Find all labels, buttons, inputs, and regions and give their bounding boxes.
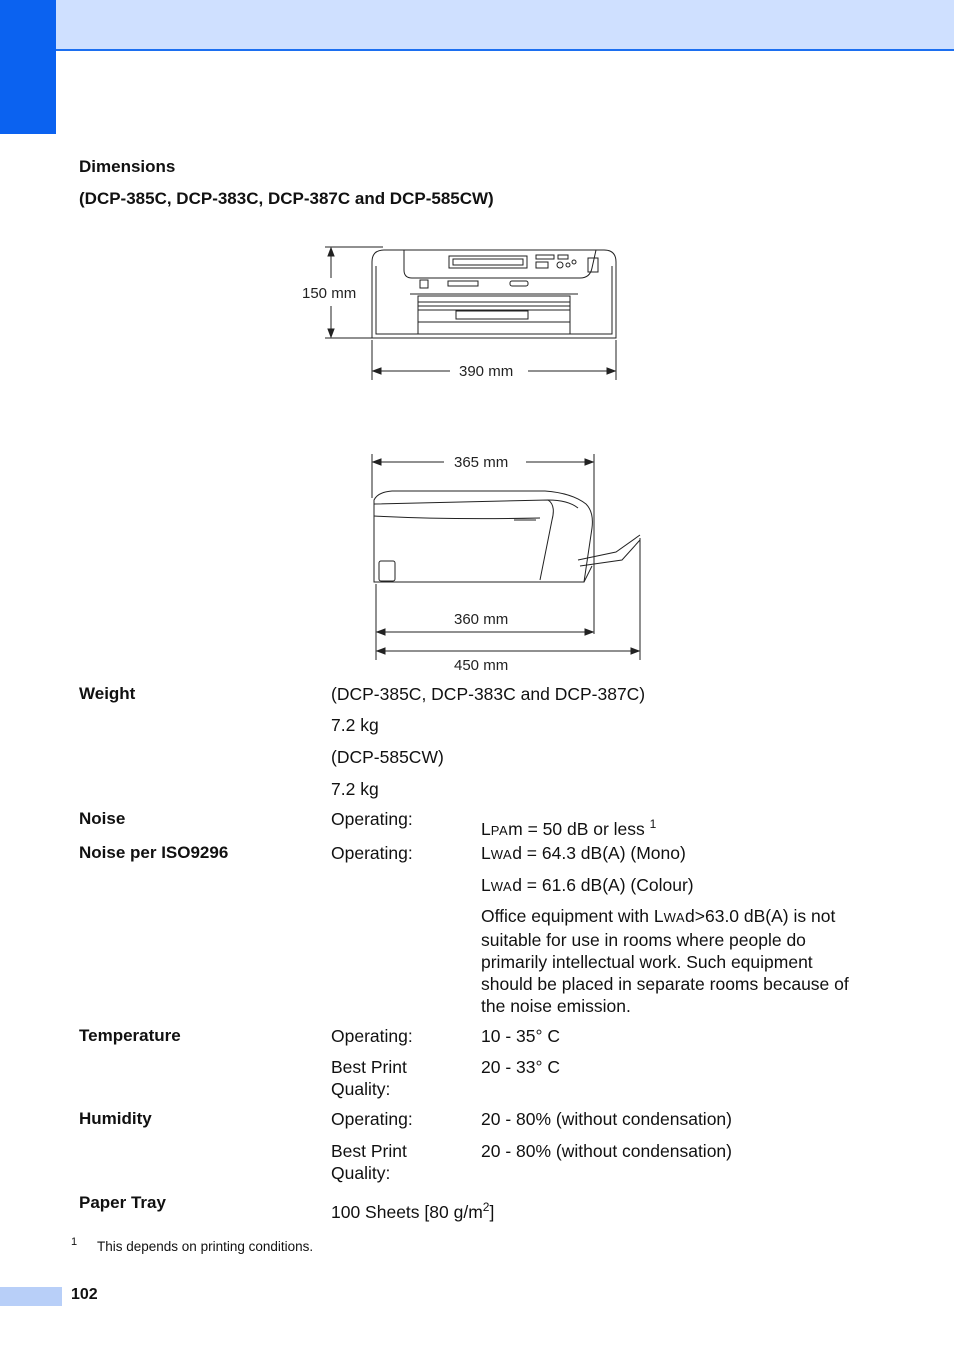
humidity-value-operating: 20 - 80% (without condensation)	[481, 1109, 732, 1129]
front-width-label: 390 mm	[459, 363, 514, 380]
temperature-condition-best: Best Print Quality:	[331, 1057, 407, 1099]
temperature-label: Temperature	[79, 1026, 181, 1045]
temperature-value-operating: 10 - 35° C	[481, 1026, 560, 1046]
weight-model-a: (DCP-385C, DCP-383C and DCP-387C)	[331, 684, 646, 704]
temperature-condition-operating: Operating:	[331, 1026, 413, 1046]
header-band	[56, 0, 954, 51]
weight-value-a: 7.2 kg	[331, 715, 379, 735]
noise-iso-mono: LWAd = 64.3 dB(A) (Mono)	[481, 843, 686, 863]
temperature-value-best: 20 - 33° C	[481, 1057, 560, 1077]
noise-iso-note: Office equipment with LWAd>63.0 dB(A) is not suitable for use in rooms where people do primarily intellectual work. Such equipment should be placed in separate rooms because of the noise emission.	[481, 906, 849, 1016]
paper-tray-value: 100 Sheets [80 $g/m^2$]	[331, 1200, 495, 1222]
weight-value-b: 7.2 kg	[331, 779, 379, 799]
footnote-reference: 1	[649, 817, 657, 831]
page-number-band	[0, 1287, 62, 1306]
weight-label: Weight	[79, 684, 136, 703]
noise-label: Noise	[79, 809, 126, 828]
printer-front-view-figure	[290, 236, 640, 386]
footnote-number: 1	[71, 1236, 78, 1248]
weight-model-b: (DCP-585CW)	[331, 747, 444, 767]
paper-tray-label: Paper Tray	[79, 1193, 166, 1212]
humidity-value-best: 20 - 80% (without condensation)	[481, 1141, 732, 1161]
noise-condition: Operating:	[331, 809, 413, 829]
humidity-label: Humidity	[79, 1109, 152, 1128]
section-models: (DCP-385C, DCP-383C, DCP-387C and DCP-585CW)	[79, 189, 494, 208]
side-top-length-label: 365 mm	[454, 454, 509, 471]
printer-side-view-figure	[360, 446, 646, 676]
noise-iso-label: Noise per ISO9296	[79, 843, 229, 862]
noise-value: LPAm = 50 dB or less $^1$	[481, 817, 657, 839]
page-number: 102	[71, 1286, 98, 1303]
noise-iso-colour: LWAd = 61.6 dB(A) (Colour)	[481, 875, 694, 895]
front-height-label: 150 mm	[302, 285, 357, 302]
side-full-length-label: 450 mm	[454, 657, 509, 674]
footnote-text: This depends on printing conditions.	[97, 1239, 314, 1254]
section-title: Dimensions	[79, 157, 176, 176]
noise-iso-condition: Operating:	[331, 843, 413, 863]
humidity-condition-operating: Operating:	[331, 1109, 413, 1129]
chapter-tab	[0, 0, 56, 134]
side-body-length-label: 360 mm	[454, 611, 509, 628]
humidity-condition-best: Best Print Quality:	[331, 1141, 407, 1183]
